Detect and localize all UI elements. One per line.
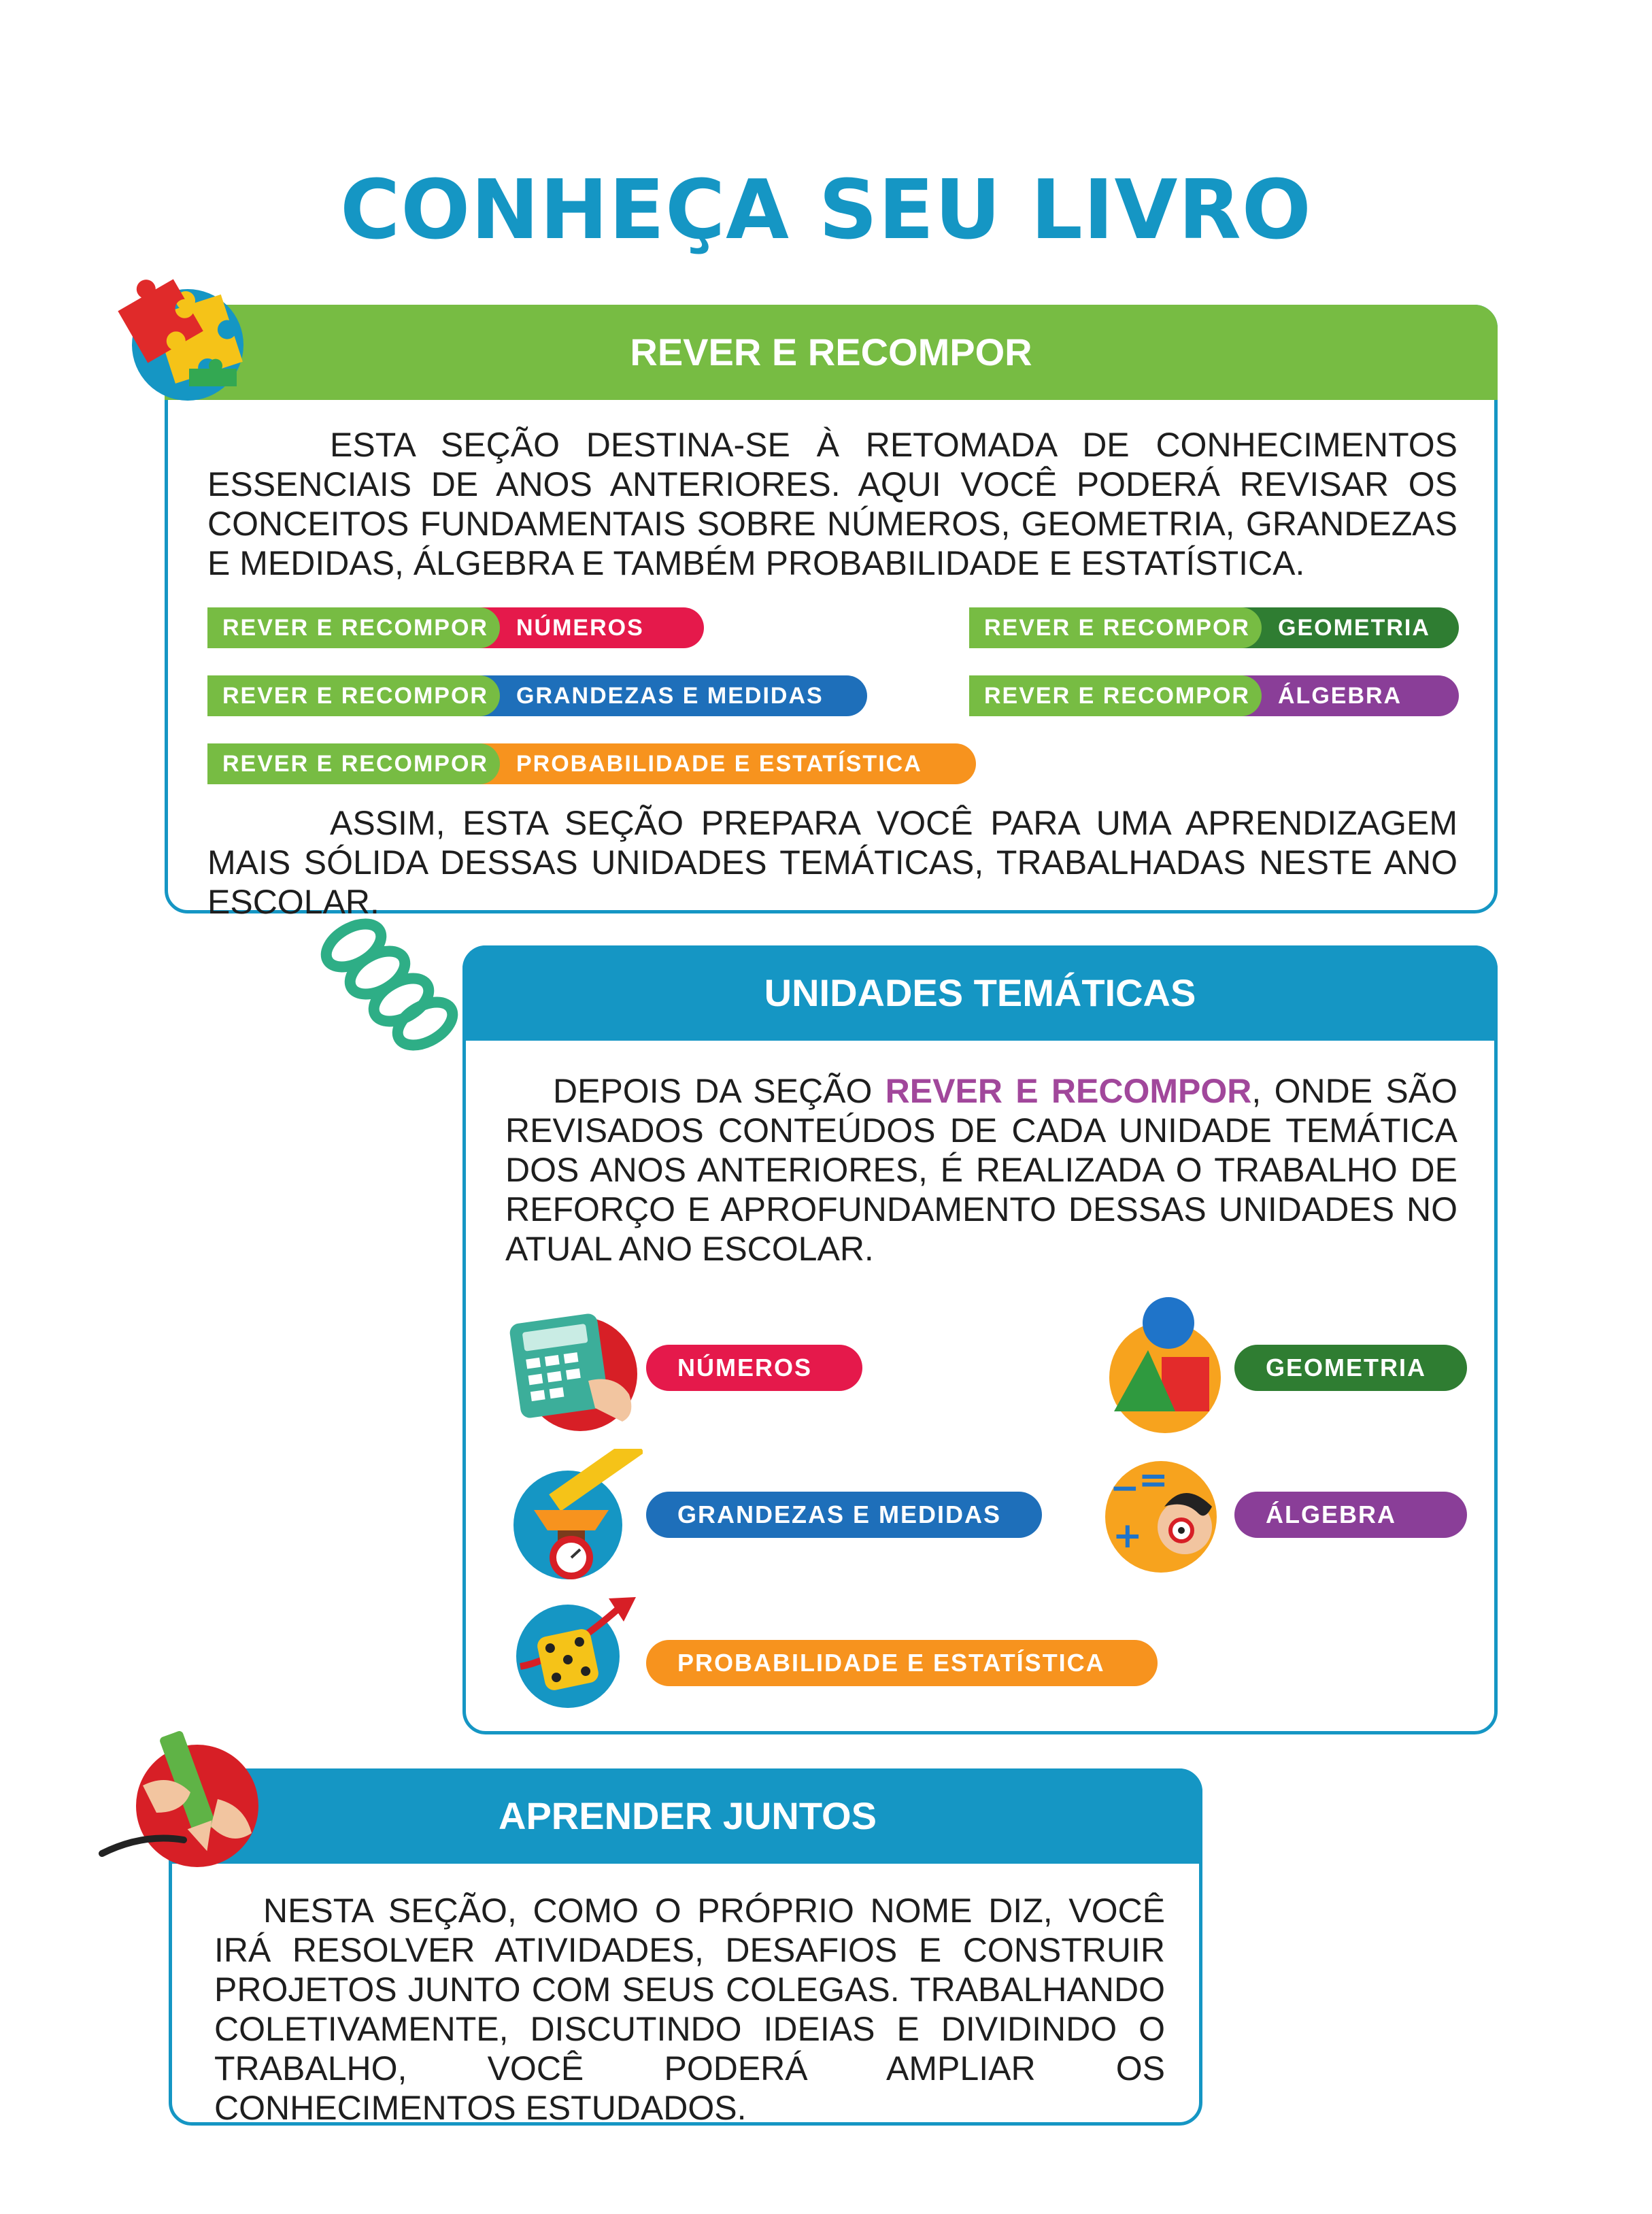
aprender-text: NESTA SEÇÃO, COMO O PRÓPRIO NOME DIZ, VOCÊ IRÁ RESOLVER ATIVIDADES, DESAFIOS E CONSTRUIR PROJETOS JUNTO COM SEUS COLEGAS. TRABALHANDO COLETIVAMENTE, DISCUTINDO IDEIAS E DIVIDINDO O TRABALHO, VOCÊ PODERÁ AMPLIAR OS CONHECIMENTOS ESTUDADOS. bbox=[214, 1892, 1165, 2127]
pill-label: GRANDEZAS E MEDIDAS bbox=[479, 675, 867, 716]
rever-intro: ESTA SEÇÃO DESTINA-SE À RETOMADA DE CONHECIMENTOS ESSENCIAIS DE ANOS ANTERIORES. AQUI VOCÊ PODERÁ REVISAR OS CONCEITOS FUNDAMENTAIS SOBRE NÚMEROS, GEOMETRIA, GRANDEZAS E MEDIDAS, ÁLGEBRA E TAMBÉM PROBABILIDADE E ESTATÍSTICA. bbox=[207, 426, 1457, 582]
aprender-section bbox=[169, 1768, 1202, 2126]
unidades-text-before: DEPOIS DA SEÇÃO bbox=[553, 1072, 886, 1110]
hands-pencil-icon bbox=[95, 1724, 272, 1888]
rever-header bbox=[165, 305, 1498, 400]
puzzle-icon bbox=[114, 267, 257, 409]
pill-label: ÁLGEBRA bbox=[1241, 675, 1459, 716]
unidades-text-after: , ONDE SÃO REVISADOS CONTEÚDOS DE CADA UNIDADE TEMÁTICA DOS ANOS ANTERIORES, É REALIZADA O TRABALHO DE REFORÇO E APROFUNDAMENTO DESSAS UNIDADES NO ATUAL ANO ESCOLAR. bbox=[505, 1072, 1457, 1268]
rever-highlight: REVER E RECOMPOR bbox=[885, 1072, 1252, 1110]
pill-label: PROBABILIDADE E ESTATÍSTICA bbox=[479, 743, 976, 784]
rever-heading: REVER E RECOMPOR bbox=[630, 331, 1032, 373]
aprender-heading: APRENDER JUNTOS bbox=[499, 1794, 877, 1837]
svg-text:+: + bbox=[1113, 1515, 1143, 1556]
pill-rever-algebra bbox=[969, 675, 1459, 716]
pill-label: NÚMEROS bbox=[479, 607, 704, 648]
calculator-icon bbox=[507, 1306, 643, 1435]
pill-prefix: REVER E RECOMPOR bbox=[969, 675, 1262, 716]
svg-text:=: = bbox=[1139, 1460, 1168, 1500]
unidades-text bbox=[505, 1071, 1457, 1269]
pill-rever-numeros bbox=[207, 607, 704, 648]
tag-algebra: ÁLGEBRA bbox=[1234, 1492, 1467, 1538]
pill-label: GEOMETRIA bbox=[1241, 607, 1459, 648]
tag-numeros: NÚMEROS bbox=[646, 1345, 862, 1391]
math-symbols-face-icon bbox=[1096, 1445, 1232, 1581]
pill-rever-geometria bbox=[969, 607, 1459, 648]
rever-section bbox=[165, 305, 1498, 921]
pill-prefix: REVER E RECOMPOR bbox=[207, 675, 500, 716]
pill-prefix: REVER E RECOMPOR bbox=[207, 607, 500, 648]
pill-prefix: REVER E RECOMPOR bbox=[207, 743, 500, 784]
aprender-header bbox=[169, 1768, 1202, 1864]
scale-ruler-icon bbox=[507, 1449, 643, 1585]
unidades-heading: UNIDADES TEMÁTICAS bbox=[764, 971, 1196, 1014]
tag-probabilidade: PROBABILIDADE E ESTATÍSTICA bbox=[646, 1640, 1158, 1686]
tag-grandezas: GRANDEZAS E MEDIDAS bbox=[646, 1492, 1042, 1538]
unidades-header bbox=[462, 945, 1498, 1041]
page-title: CONHEÇA SEU LIVRO bbox=[340, 163, 1312, 258]
rever-closing: ASSIM, ESTA SEÇÃO PREPARA VOCÊ PARA UMA APRENDIZAGEM MAIS SÓLIDA DESSAS UNIDADES TEMÁTICAS, TRABALHADAS NESTE ANO ESCOLAR. bbox=[207, 804, 1457, 921]
pill-rever-probabilidade bbox=[207, 743, 976, 784]
geometry-shapes-icon bbox=[1100, 1296, 1230, 1439]
dice-arrow-icon bbox=[507, 1592, 643, 1714]
pill-prefix: REVER E RECOMPOR bbox=[969, 607, 1262, 648]
spring-decoration-icon bbox=[299, 908, 476, 1051]
pill-rever-grandezas bbox=[207, 675, 867, 716]
tag-geometria: GEOMETRIA bbox=[1234, 1345, 1467, 1391]
svg-text:−: − bbox=[1110, 1468, 1140, 1509]
